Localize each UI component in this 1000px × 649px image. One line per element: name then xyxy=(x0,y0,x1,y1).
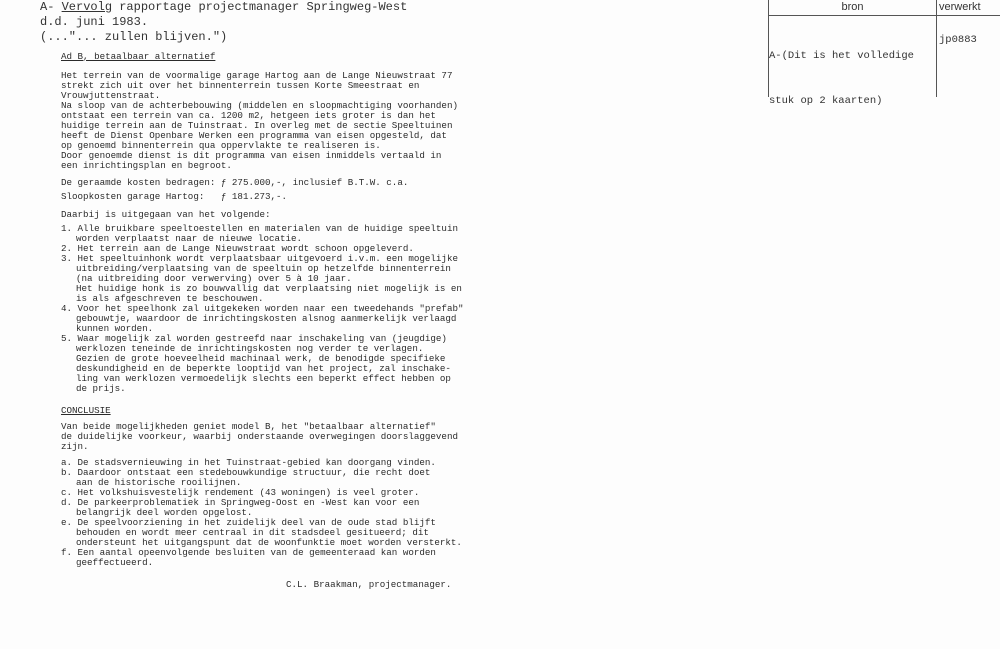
demolition-line xyxy=(61,192,287,202)
section-b-paragraph xyxy=(61,71,458,171)
list-item xyxy=(61,548,462,568)
list-item-continuation: deskundigheid en de beperkte looptijd van het project, zal inschake- xyxy=(76,363,451,374)
list-item-line: 4. Voor het speelhonk zal uitgekeken worden naar een tweedehands "prefab" xyxy=(61,303,464,314)
signature-text: C.L. Braakman, projectmanager. xyxy=(286,579,452,590)
costs-text: De geraamde kosten bedragen: ƒ 275.000,-, inclusief B.T.W. c.a. xyxy=(61,177,409,188)
list-item-line: 1. Alle bruikbare speeltoestellen en materialen van de huidige speeltuin xyxy=(61,223,458,234)
list-item xyxy=(61,224,463,244)
list-item-continuation: gebouwtje, waardoor de inrichtingskosten alsnog aanmerkelijk verlaagd xyxy=(76,313,457,324)
header-underlined-word: Vervolg xyxy=(61,0,113,14)
list-item-line: 5. Waar mogelijk zal worden gestreefd naar inschakeling van (jeugdige) xyxy=(61,333,447,344)
list-item-continuation: worden verplaatst naar de nieuwe locatie. xyxy=(76,233,303,244)
list-item-line: c. Het volkshuisvestelijk rendement (43 woningen) is veel groter. xyxy=(61,487,420,498)
list-item-line: 2. Het terrein aan de Lange Nieuwstraat wordt schoon opgeleverd. xyxy=(61,243,414,254)
text-line: op genoemd binnenterrein qua oppervlakte te realiseren is. xyxy=(61,140,381,151)
signature xyxy=(286,580,451,590)
list-item-continuation: behouden en wordt meer centraal in dit stadsdeel gesitueerd; dit xyxy=(76,527,429,538)
list-item-continuation: ondersteunt het uitgangspunt dat de woonfunktie moet worden versterkt. xyxy=(76,537,462,548)
column-header-verwerkt: verwerkt xyxy=(939,1,981,13)
list-item-continuation: belangrijk deel worden opgelost. xyxy=(76,507,253,518)
header-line-2: d.d. juni 1983. xyxy=(40,15,149,29)
assumptions-intro xyxy=(61,210,271,220)
assumptions-list xyxy=(61,224,463,394)
list-item xyxy=(61,254,463,304)
costs-line xyxy=(61,178,408,188)
list-item xyxy=(61,498,462,518)
bron-line: stuk op 2 kaarten) xyxy=(769,95,883,107)
list-item-continuation: aan de historische rooilijnen. xyxy=(76,477,242,488)
text-line: strekt zich uit over het binnenterrein tussen Korte Smeestraat en xyxy=(61,80,420,91)
text-line: ontstaat een terrein van ca. 1200 m2, hetgeen iets groter is dan het xyxy=(61,110,436,121)
table-header-divider xyxy=(769,15,1000,16)
list-item-continuation: uitbreiding/verplaatsing van de speeltuin op hetzelfde binnenterrein xyxy=(76,263,451,274)
text-line: Van beide mogelijkheden geniet model B, het "betaalbaar alternatief" xyxy=(61,421,436,432)
text-line: heeft de Dienst Openbare Werken een programma van eisen opgesteld, dat xyxy=(61,130,447,141)
list-item xyxy=(61,334,463,394)
list-item-line: d. De parkeerproblematiek in Springweg-Oost en -West kan voor een xyxy=(61,497,420,508)
list-item-continuation: kunnen worden. xyxy=(76,323,154,334)
list-item-line: f. Een aantal opeenvolgende besluiten van de gemeenteraad kan worden xyxy=(61,547,436,558)
conclusion-points xyxy=(61,458,462,568)
bron-line: A-(Dit is het volledige xyxy=(769,50,914,62)
list-item-continuation: werklozen teneinde de inrichtingskosten nog verder te verlagen. xyxy=(76,343,424,354)
table-column-divider xyxy=(936,0,937,97)
text-line: Vrouwjuttenstraat. xyxy=(61,90,161,101)
list-item-line: b. Daardoor ontstaat een stedebouwkundige structuur, die recht doet xyxy=(61,467,431,478)
text-line: zijn. xyxy=(61,441,89,452)
list-item xyxy=(61,468,462,488)
document-header xyxy=(40,0,407,45)
header-prefix: A- xyxy=(40,0,62,14)
text-line: huidige terrein aan de Tuinstraat. In overleg met de sectie Speeltuinen xyxy=(61,120,453,131)
text-line: Door genoemde dienst is dit programma van eisen inmiddels vertaald in xyxy=(61,150,442,161)
list-item-continuation: (na uitbreiding door verwerving) over 5 à 10 jaar. xyxy=(76,273,352,284)
list-item-continuation: ling van werklozen vermoedelijk slechts een beperkt effect hebben op xyxy=(76,373,451,384)
header-line-1 xyxy=(40,0,407,15)
section-heading: CONCLUSIE xyxy=(61,405,111,416)
list-item-continuation: Gezien de grote hoeveelheid machinaal werk, de benodigde specifieke xyxy=(76,353,446,364)
list-item xyxy=(61,304,463,334)
column-header-bron: bron xyxy=(841,1,864,13)
text-line: de duidelijke voorkeur, waarbij onderstaande overwegingen doorslaggevend xyxy=(61,431,458,442)
list-item-line: 3. Het speeltuinhonk wordt verplaatsbaar uitgevoerd i.v.m. een mogelijke xyxy=(61,253,458,264)
list-item-continuation: is als afgeschreven te beschouwen. xyxy=(76,293,264,304)
list-item xyxy=(61,518,462,548)
intro-text: Daarbij is uitgegaan van het volgende: xyxy=(61,209,271,220)
header-line-3: (..."... zullen blijven.") xyxy=(40,30,228,44)
list-item-continuation: geeffectueerd. xyxy=(76,557,154,568)
list-item-continuation: de prijs. xyxy=(76,383,126,394)
list-item-line: e. De speelvoorziening in het zuidelijk deel van de oude stad blijft xyxy=(61,517,436,528)
section-heading: Ad B, betaalbaar alternatief xyxy=(61,51,216,62)
header-rest: rapportage projectmanager Springweg-West xyxy=(112,0,408,14)
list-item-line: a. De stadsvernieuwing in het Tuinstraat-gebied kan doorgang vinden. xyxy=(61,457,436,468)
verwerkt-cell: jp0883 xyxy=(939,34,977,46)
text-line: Het terrein van de voormalige garage Hartog aan de Lange Nieuwstraat 77 xyxy=(61,70,453,81)
text-line: Na sloop van de achterbebouwing (middelen en sloopmachtiging voorhanden) xyxy=(61,100,458,111)
bron-cell xyxy=(769,19,914,139)
conclusion-heading xyxy=(61,406,111,416)
text-line: een inrichtingsplan en begroot. xyxy=(61,160,232,171)
index-card-table xyxy=(768,0,1000,107)
demolition-text: Sloopkosten garage Hartog: ƒ 181.273,-. xyxy=(61,191,288,202)
conclusion-paragraph xyxy=(61,422,458,452)
list-item-continuation: Het huidige honk is zo bouwvallig dat verplaatsing niet mogelijk is en xyxy=(76,283,462,294)
section-b-heading xyxy=(61,52,215,62)
